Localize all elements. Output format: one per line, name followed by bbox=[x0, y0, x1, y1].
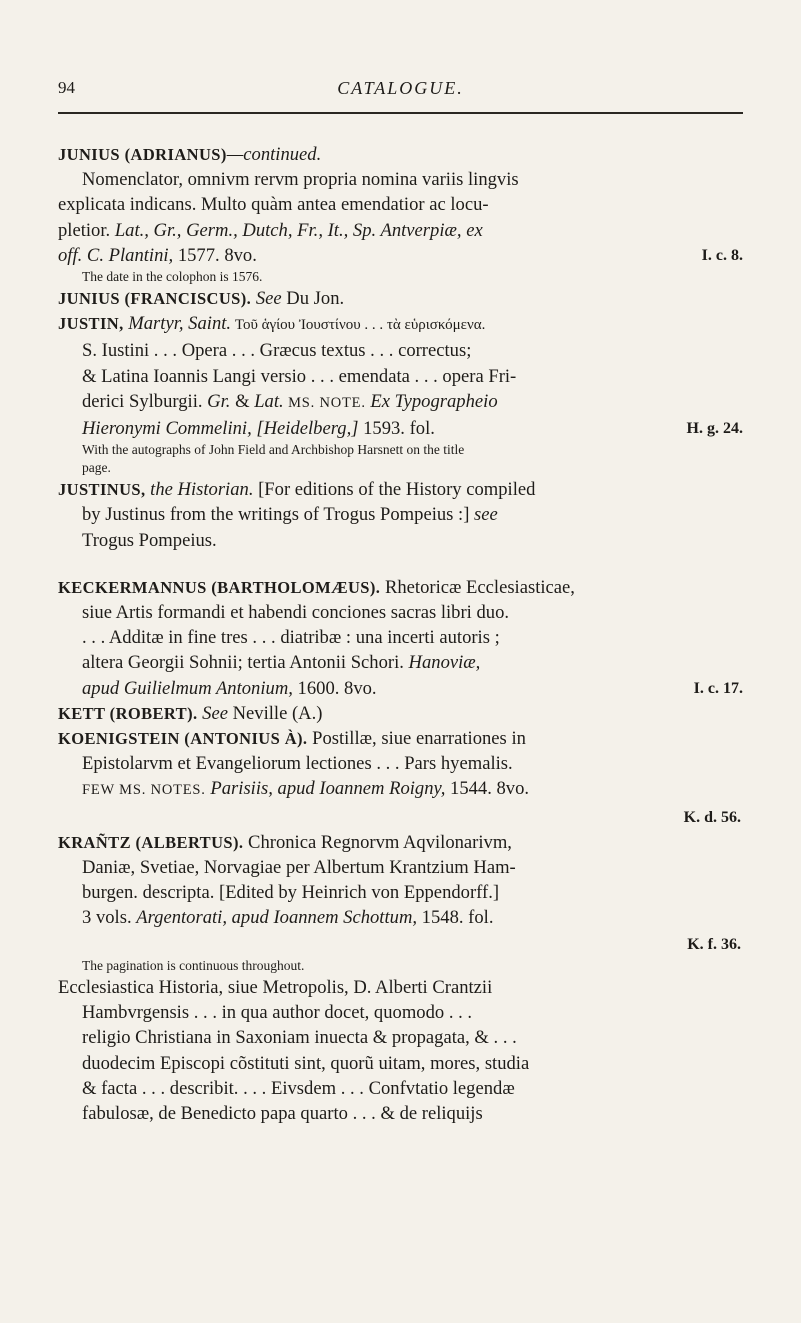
entry-text: duodecim Episcopi cõstituti sint, quorũ uitam, mores, studia bbox=[82, 1052, 530, 1074]
entry-text: Chronica Regnorvm Aqvilonarivm, bbox=[243, 831, 512, 853]
see-label: see bbox=[469, 504, 498, 526]
greek-title: Τοῦ ἁγίου Ἰουστίνου . . . τὰ εὑρισκόμενα. bbox=[231, 317, 486, 334]
entry-text: & bbox=[230, 390, 255, 412]
entry-text: & Latina Ioannis Langi versio . . . emendata . . . opera Fri- bbox=[82, 365, 517, 387]
entry-text: religio Christiana in Saxoniam inuecta & propagata, & . . . bbox=[82, 1027, 517, 1049]
entry-text: Hambvrgensis . . . in qua author docet, quomodo . . . bbox=[82, 1002, 473, 1024]
headword: KRAÑTZ (ALBERTUS). bbox=[58, 832, 244, 852]
entry-text: 3 vols. bbox=[82, 907, 137, 929]
running-header bbox=[58, 78, 743, 108]
entry-justin bbox=[58, 311, 743, 477]
imprint: Parisiis, apud Ioannem Roigny, bbox=[205, 778, 446, 800]
entry-keckermannus bbox=[58, 575, 743, 701]
entry-text: . . . Additæ in fine tres . . . diatribæ : una incerti autoris ; bbox=[82, 627, 500, 649]
headword: JUNIUS bbox=[58, 145, 120, 164]
header-rule bbox=[58, 112, 743, 114]
ms-note-label: MS. NOTE. bbox=[283, 394, 366, 411]
headword: JUNIUS (FRANCISCUS). bbox=[58, 289, 252, 309]
entry-text: by Justinus from the writings of Trogus Pompeius :] bbox=[82, 504, 470, 526]
entry-text: derici Sylburgii. bbox=[82, 390, 208, 412]
entry-koenigstein bbox=[58, 726, 743, 830]
headword: KETT (ROBERT). bbox=[58, 703, 198, 723]
imprint: Hanoviæ, bbox=[408, 652, 481, 674]
entry-text: Daniæ, Svetiae, Norvagiae per Albertum Krantzium Ham- bbox=[82, 857, 516, 879]
shelfmark: K. f. 36. bbox=[687, 935, 741, 953]
entry-note: page. bbox=[82, 460, 111, 476]
entry-text: Postillæ, siue enarrationes in bbox=[307, 728, 526, 750]
entry-text: pletior. bbox=[58, 219, 115, 241]
date-format: 1548. fol. bbox=[417, 907, 494, 929]
date-format: 1593. fol. bbox=[358, 418, 435, 440]
imprint: apud Guilielmum Antonium, bbox=[82, 677, 293, 699]
entry-text: Nomenclator, omnivm rervm propria nomina variis lingvis bbox=[82, 169, 519, 191]
headword: JUSTINUS, bbox=[58, 480, 146, 500]
entry-kett bbox=[58, 701, 743, 726]
see-label: See bbox=[197, 702, 228, 724]
language: Gr. bbox=[207, 390, 231, 412]
entry-text: burgen. descripta. [Edited by Heinrich von Eppendorff.] bbox=[82, 882, 500, 904]
imprint: Argentorati, apud Ioannem Schottum, bbox=[136, 907, 418, 929]
entry-note: With the autographs of John Field and Archbishop Harsnett on the title bbox=[82, 442, 465, 458]
entry-text: Ecclesiastica Historia, siue Metropolis, D. Alberti Crantzii bbox=[58, 976, 493, 998]
entry-junius-adrianus bbox=[58, 142, 743, 286]
date-format: 1600. 8vo. bbox=[292, 677, 377, 699]
headword: KOENIGSTEIN (ANTONIUS À). bbox=[58, 729, 308, 749]
date-format: 1544. 8vo. bbox=[445, 778, 530, 800]
headword-qualifier: the Historian. bbox=[145, 479, 254, 501]
entry-text: altera Georgii Sohnii; tertia Antonii Schori. bbox=[82, 652, 409, 674]
imprint: Hieronymi Commelini, bbox=[82, 418, 252, 440]
headword: KECKERMANNUS (BARTHOLOMÆUS). bbox=[58, 577, 381, 597]
entry-text: explicata indicans. Multo quàm antea emendatior ac locu- bbox=[58, 194, 489, 216]
catalogue-body bbox=[58, 142, 743, 1126]
date-format: 1577. 8vo. bbox=[173, 244, 257, 266]
imprint-place: [Heidelberg,] bbox=[251, 418, 359, 440]
shelfmark: H. g. 24. bbox=[686, 420, 743, 438]
shelfmark: K. d. 56. bbox=[683, 808, 741, 826]
shelfmark: I. c. 8. bbox=[701, 246, 743, 264]
shelfmark: I. c. 17. bbox=[693, 679, 743, 697]
entry-note: The date in the colophon is 1576. bbox=[82, 269, 263, 285]
entry-krantz bbox=[58, 830, 743, 1126]
headword-forename: (ADRIANUS) bbox=[124, 145, 227, 164]
entry-justinus bbox=[58, 477, 743, 553]
cross-reference: Trogus Pompeius. bbox=[82, 529, 217, 551]
entry-text: Rhetoricæ Ecclesiasticae, bbox=[380, 576, 575, 598]
imprint: Ex Typographeio bbox=[365, 390, 498, 412]
headword-qualifier: Martyr, Saint. bbox=[123, 313, 232, 335]
imprint: Lat., Gr., Germ., Dutch, Fr., It., Sp. Antverpiæ, ex bbox=[114, 219, 483, 241]
language: Lat. bbox=[254, 390, 284, 412]
entry-text: fabulosæ, de Benedicto papa quarto . . . & de reliquijs bbox=[82, 1102, 483, 1124]
entry-note: The pagination is continuous throughout. bbox=[82, 957, 305, 973]
running-title: CATALOGUE. bbox=[337, 78, 464, 98]
entry-text: & facta . . . describit. . . . Eivsdem . . . Confvtatio legendæ bbox=[82, 1077, 515, 1099]
entry-junius-franciscus bbox=[58, 286, 743, 311]
ms-note-label: FEW MS. NOTES. bbox=[82, 782, 206, 799]
cross-reference: Neville (A.) bbox=[227, 702, 323, 724]
entry-text: Epistolarvm et Evangeliorum lectiones . . . Pars hyemalis. bbox=[82, 753, 513, 775]
headword: JUSTIN, bbox=[58, 314, 124, 334]
page-number: 94 bbox=[58, 78, 75, 97]
entry-text: S. Iustini . . . Opera . . . Græcus textus . . . correctus; bbox=[82, 340, 472, 362]
see-label: See bbox=[255, 288, 282, 310]
continued-label: —continued. bbox=[226, 144, 322, 165]
entry-text: [For editions of the History compiled bbox=[253, 479, 536, 501]
imprint: off. C. Plantini, bbox=[58, 244, 174, 266]
cross-reference: Du Jon. bbox=[281, 288, 345, 310]
entry-text: siue Artis formandi et habendi conciones sacras libri duo. bbox=[82, 602, 510, 624]
